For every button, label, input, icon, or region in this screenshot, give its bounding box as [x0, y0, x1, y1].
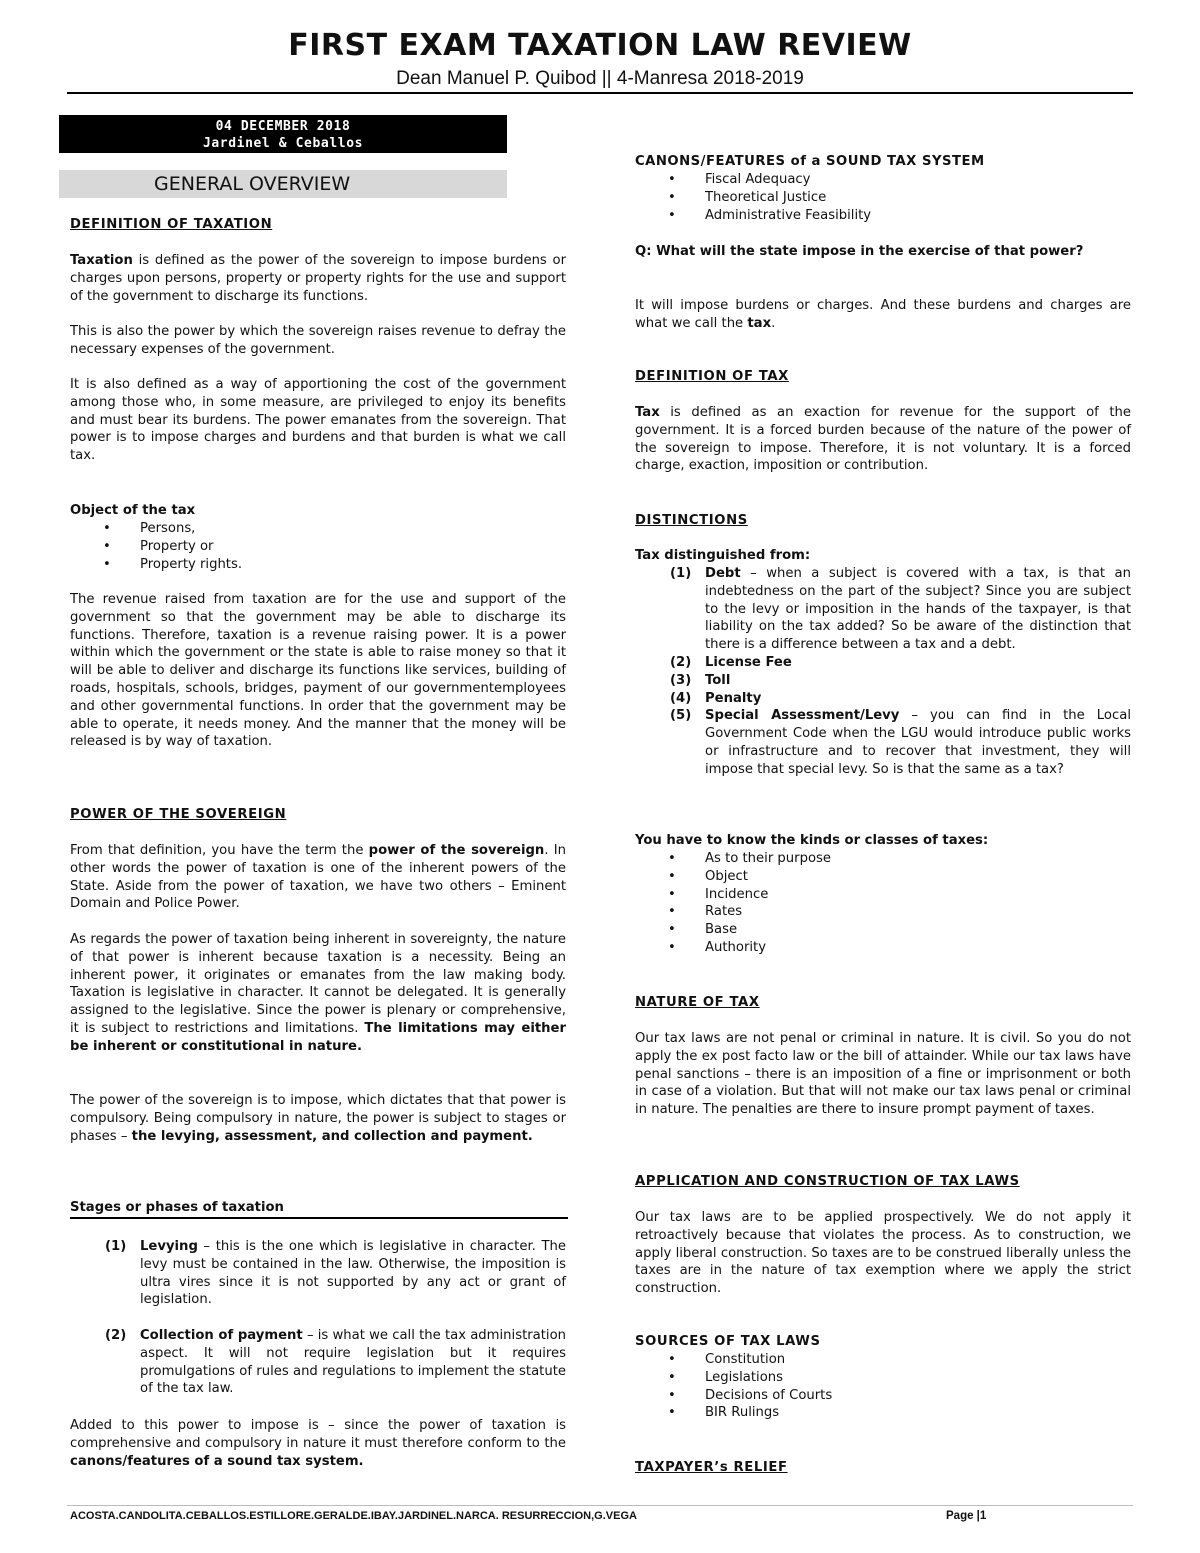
distinction-item — [635, 707, 1131, 778]
document-subtitle: Dean Manuel P. Quibod || 4-Manresa 2018-2019 — [396, 68, 804, 89]
footer-authors: ACOSTA.CANDOLITA.CEBALLOS.ESTILLORE.GERALDE.IBAY.JARDINEL.NARCA. RESURRECCION,G.VEGA — [70, 1510, 637, 1522]
heading-definition-of-tax: DEFINITION OF TAX — [635, 369, 789, 384]
kinds-list — [635, 850, 1200, 957]
distinctions-subheading: Tax distinguished from: — [635, 548, 811, 563]
list-item: • BIR Rulings — [705, 1404, 1200, 1422]
kinds-heading: You have to know the kinds or classes of taxes: — [635, 833, 989, 848]
list-item: • Incidence — [705, 886, 1200, 904]
section-title-overview: GENERAL OVERVIEW — [59, 170, 507, 198]
date-line: 04 DECEMBER 2018 — [215, 119, 351, 134]
added-text: Added to this power to impose is – since the power of taxation is comprehensive and compulsory in nature it must therefore conform to the — [70, 1418, 566, 1451]
page-number: Page |1 — [946, 1510, 987, 1522]
distinction-item — [635, 690, 1131, 708]
power-text-1b: . In other words the power of taxation is one of the inherent powers of the State. Aside from the power of taxation, we have two others – Eminent Domain and Police Power. — [70, 843, 566, 912]
distinction-title: Penalty — [705, 690, 762, 706]
power-text-2-bold: The limitations may either be inherent or constitutional in nature. — [70, 1020, 566, 1054]
stage-text: – is what we call the tax administration aspect. It will not require legislation but it requires promulgations of rules and regulations to implement the statute of the tax law. — [140, 1327, 567, 1397]
stages-divider — [70, 1217, 568, 1219]
stage-number: (2) — [105, 1327, 127, 1343]
distinctions-list — [635, 565, 1131, 779]
list-item: • Theoretical Justice — [705, 189, 1200, 207]
distinction-number: (3) — [670, 672, 692, 688]
heading-application-construction: APPLICATION AND CONSTRUCTION OF TAX LAWS — [635, 1174, 1020, 1189]
list-item: • Fiscal Adequacy — [705, 171, 1200, 189]
heading-stages: Stages or phases of taxation — [70, 1200, 284, 1215]
definition-of-tax-text: is defined as an exaction for revenue for the support of the government. It is a forced burden because of the nature of the power of the sovereign to impose. Therefore, it is not voluntary. It is a forced charge, exaction, imposition or contribution. — [635, 405, 1131, 474]
list-item: • Base — [705, 921, 1200, 939]
answer-text-bold: tax — [747, 315, 772, 331]
heading-power-of-sovereign: POWER OF THE SOVEREIGN — [70, 807, 287, 822]
title-divider — [67, 92, 1133, 94]
answer-text-a: It will impose burdens or charges. And these burdens and charges are what we call the — [635, 298, 1131, 331]
question-text: Q: What will the state impose in the exercise of that power? — [635, 244, 1084, 259]
distinction-text: – when a subject is covered with a tax, is that an indebtedness on the part of the subject? Since you are subject to the levy or imposition in the hands of the taxpayer, is that liability on the tax added? So be aware of the distinction that there is a difference between a tax and a debt. — [705, 566, 1131, 653]
footer-divider — [67, 1505, 1133, 1506]
heading-canons: CANONS/FEATURES of a SOUND TAX SYSTEM — [635, 154, 985, 169]
distinction-item — [635, 672, 1131, 690]
document-title: FIRST EXAM TAXATION LAW REVIEW — [288, 28, 912, 63]
power-text-3a: The power of the sovereign is to impose, which dictates that that power is compulsory. Being compulsory in nature, the power is subject to stages or phases – — [70, 1093, 566, 1144]
heading-object-of-tax: Object of the tax — [70, 503, 196, 518]
distinction-item — [635, 565, 1131, 654]
list-item: • Object — [705, 868, 1200, 886]
power-text-1-bold: power of the sovereign — [368, 843, 545, 858]
stage-item — [70, 1327, 566, 1398]
term-taxation: Taxation — [70, 253, 133, 268]
canons-list — [635, 171, 1200, 224]
stage-item — [70, 1238, 566, 1309]
power-text-3-bold: the levying, assessment, and collection and payment. — [131, 1128, 533, 1144]
definition-text-1: is defined as the power of the sovereign to impose burdens or charges upon persons, property or property rights for the use and support of the government to discharge its functions. — [70, 253, 566, 304]
heading-definition-of-taxation: DEFINITION OF TAXATION — [70, 217, 273, 232]
distinction-item — [635, 654, 1131, 672]
distinction-number: (1) — [670, 566, 692, 581]
revenue-paragraph: The revenue raised from taxation are for the use and support of the government so that the government may be able to discharge its functions. Therefore, taxation is a revenue raising power. It is a power within which the government or the state is able to raise money so that it will be able to deliver and discharge its functions like services, building of roads, hospitals, schools, bridges, payment of our governmentemployees and other governmental functions. In order that the government may be able to operate, it needs money. And the manner that the money will be released is by way of taxation. — [70, 592, 566, 750]
distinction-title: Debt — [705, 566, 741, 581]
term-tax: Tax — [635, 405, 660, 420]
object-list — [70, 520, 636, 573]
authors-line: Jardinel & Ceballos — [202, 136, 364, 151]
list-item: • Property or — [140, 538, 636, 556]
answer-text-b: . — [771, 315, 776, 331]
power-paragraph-3 — [70, 1092, 566, 1145]
distinction-number: (2) — [670, 654, 692, 670]
power-text-2a: As regards the power of taxation being inherent in sovereignty, the nature of that power is inherent because taxation is a necessity. Being an inherent power, it originates or emanates from the law making body. Taxation is legislative in character. It cannot be delegated. It is generally assigned to the legislative. Since the power is plenary or comprehensive, it is subject to restrictions and limitations. — [70, 932, 566, 1036]
distinction-number: (5) — [670, 708, 692, 724]
list-item: • Administrative Feasibility — [705, 207, 1200, 225]
stage-title: Collection of payment — [140, 1327, 303, 1343]
definition-paragraph-2: This is also the power by which the sovereign raises revenue to defray the necessary expenses of the government. — [70, 324, 566, 357]
stages-list — [70, 1238, 566, 1398]
nature-paragraph: Our tax laws are not penal or criminal in nature. It is civil. So you do not apply the ex post facto law or the bill of attainder. While our tax laws have penal sanctions – there is an imposition of a fine or imprisonment or both in case of a violation. But that will not make our tax laws penal or criminal in nature. The penalties are there to insure prompt payment of taxes. — [635, 1031, 1131, 1118]
list-item: • As to their purpose — [705, 850, 1200, 868]
list-item: • Decisions of Courts — [705, 1387, 1200, 1405]
stage-title: Levying — [140, 1239, 198, 1254]
list-item: • Authority — [705, 939, 1200, 957]
list-item: • Persons, — [140, 520, 636, 538]
heading-sources: SOURCES OF TAX LAWS — [635, 1334, 821, 1349]
definition-paragraph-3: It is also defined as a way of apportioning the cost of the government among those who, in some measure, are privileged to enjoy its benefits and must bear its burdens. The power emanates from the sovereign. That power is to impose charges and burdens and that burden is what we call tax. — [70, 377, 566, 464]
application-paragraph: Our tax laws are to be applied prospectively. We do not apply it retroactively because that violates the process. As to construction, we apply liberal construction. So taxes are to be construed liberally unless the taxes are in the nature of tax exemption where we apply the strict construction. — [635, 1210, 1131, 1297]
distinction-title: License Fee — [705, 654, 792, 670]
stage-text: – this is the one which is legislative in character. The levy must be contained in the law. Otherwise, the imposition is ultra vires since it is not supported by any act or grant of legislation. — [140, 1239, 566, 1308]
power-paragraph-2 — [70, 931, 566, 1056]
date-banner — [59, 115, 507, 153]
distinction-text: – you can find in the Local Government Code when the LGU would introduce public works or infrastructure and to recover that investment, they will impose that special levy. So is that the same as a tax? — [705, 708, 1131, 777]
power-paragraph-1 — [70, 842, 566, 913]
heading-taxpayer-relief: TAXPAYER’s RELIEF — [635, 1460, 788, 1475]
list-item: • Rates — [705, 903, 1200, 921]
heading-distinctions: DISTINCTIONS — [635, 513, 748, 528]
definition-paragraph-1 — [70, 252, 566, 305]
added-text-bold: canons/features of a sound tax system. — [70, 1453, 364, 1469]
answer-text — [635, 297, 1131, 333]
distinction-title: Toll — [705, 672, 731, 688]
distinction-number: (4) — [670, 690, 692, 706]
power-text-1a: From that definition, you have the term the — [70, 843, 369, 858]
sources-list — [635, 1351, 1200, 1422]
stage-number: (1) — [105, 1239, 127, 1254]
heading-nature-of-tax: NATURE OF TAX — [635, 995, 760, 1010]
list-item: • Legislations — [705, 1369, 1200, 1387]
list-item: • Property rights. — [140, 556, 636, 574]
added-paragraph — [70, 1417, 566, 1470]
list-item: • Constitution — [705, 1351, 1200, 1369]
definition-of-tax-paragraph — [635, 404, 1131, 475]
distinction-title: Special Assessment/Levy — [705, 708, 900, 724]
